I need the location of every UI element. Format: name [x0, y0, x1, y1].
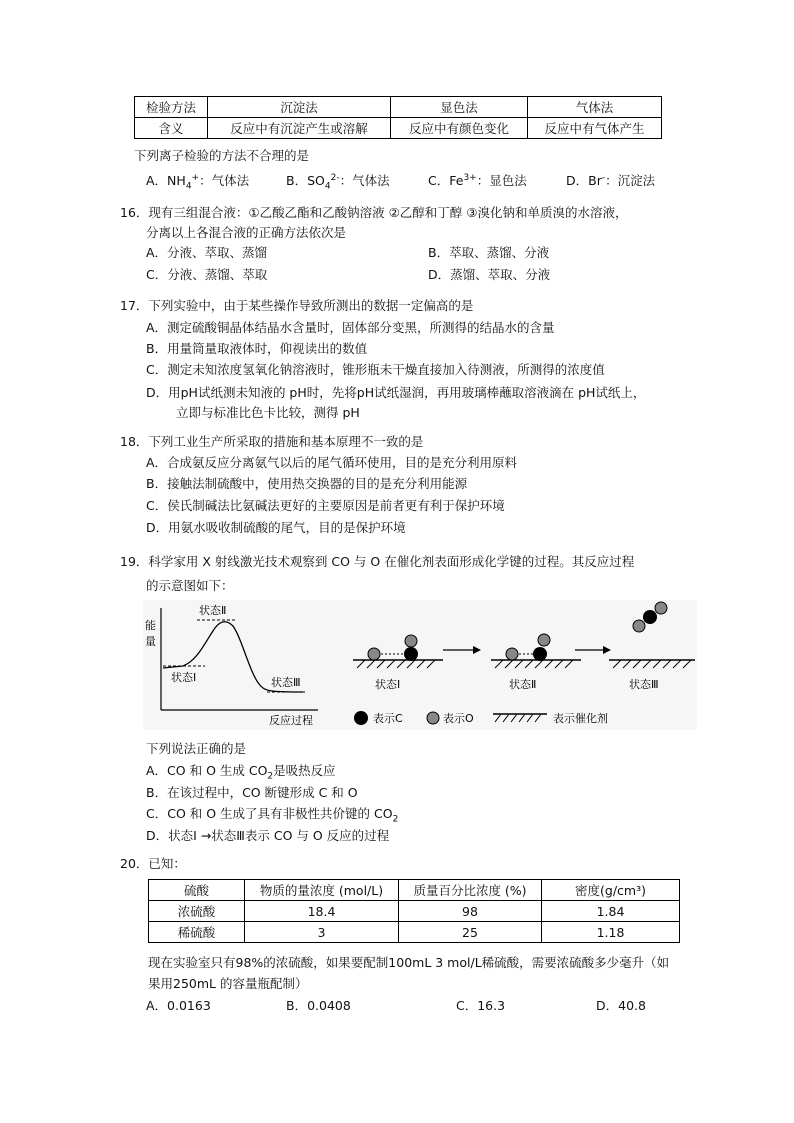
table-cell: 物质的量浓度 (mol/L)	[245, 880, 399, 901]
table-row	[149, 880, 680, 901]
q20-option-d: D．40.8	[596, 998, 646, 1013]
q19-prompt: 下列说法正确的是	[146, 741, 247, 756]
option-text: ：气体法	[339, 173, 390, 189]
q15-option-d	[566, 170, 655, 189]
q20-option-c: C．16.3	[456, 998, 506, 1013]
q18-option-d: D．用氨水吸收制硫酸的尾气，目的是保护环境	[146, 520, 406, 535]
q20-stem: 20．已知：	[120, 856, 186, 871]
table-cell: 浓硫酸	[149, 901, 245, 922]
subscript: 2	[267, 771, 274, 782]
q18-option-b: B．接触法制硫酸中，使用热交换器的目的是充分利用能源	[146, 476, 468, 491]
q20-body-cont: 果用250mL 的容量瓶配制）	[148, 976, 308, 991]
table-cell: 反应中有颜色变化	[391, 118, 528, 139]
table-cell: 98	[399, 901, 542, 922]
q16-option-c: C．分液、蒸馏、萃取	[146, 267, 268, 282]
oxygen-legend-icon	[427, 712, 439, 724]
q17-option-d-cont: 立即与标准比色卡比较，测得 pH	[176, 405, 360, 420]
q18-stem: 18．下列工业生产所采取的措施和基本原理不一致的是	[120, 434, 424, 449]
option-text: ：显色法	[476, 173, 527, 189]
table-cell: 3	[245, 922, 399, 943]
y-axis-label: 能	[145, 619, 156, 632]
table-cell: 检验方法	[135, 97, 208, 118]
table-cell: 沉淀法	[208, 97, 391, 118]
q17-option-a: A．测定硫酸铜晶体结晶水含量时，固体部分变黑，所测得的结晶水的含量	[146, 320, 555, 335]
q17-option-d: D．用pH试纸测未知液的 pH时，先将pH试纸湿润，再用玻璃棒蘸取溶液滴在 pH试纸上，	[146, 385, 646, 400]
table-cell: 稀硫酸	[149, 922, 245, 943]
q19-option-a	[146, 763, 336, 785]
q16-option-b: B．萃取、蒸馏、分液	[428, 245, 550, 260]
table-cell: 反应中有气体产生	[528, 118, 662, 139]
q20-option-a: A．0.0163	[146, 998, 211, 1013]
option-text: 是吸热反应	[273, 763, 336, 778]
legend-oxygen: 表示O	[443, 712, 474, 725]
subscript: 4	[185, 181, 192, 192]
subscript: 4	[324, 181, 331, 192]
x-axis-label: 反应过程	[269, 714, 313, 727]
q19-option-c	[146, 806, 398, 828]
table-cell: 含义	[135, 118, 208, 139]
q19-option-d: D．状态Ⅰ →状态Ⅲ表示 CO 与 O 反应的过程	[146, 828, 390, 843]
table-cell: 质量百分比浓度 (%)	[399, 880, 542, 901]
table-cell: 反应中有沉淀产生或溶解	[208, 118, 391, 139]
option-text: ：沉淀法	[605, 173, 656, 189]
option-text: ：气体法	[199, 173, 250, 189]
superscript: +	[191, 173, 200, 183]
state2-caption: 状态Ⅱ	[509, 678, 537, 691]
q16-stem-cont: 分离以上各混合液的正确方法依次是	[146, 225, 347, 240]
option-text: C．CO 和 O 生成了具有非极性共价键的 CO	[146, 806, 393, 821]
q16-stem: 16．现有三组混合液：①乙酸乙酯和乙酸钠溶液 ②乙醇和丁醇 ③溴化钠和单质溴的水溶液，	[120, 205, 628, 220]
state1-caption: 状态Ⅰ	[375, 678, 401, 691]
state3-label: 状态Ⅲ	[271, 676, 301, 689]
state3-caption: 状态Ⅲ	[629, 678, 659, 691]
q18-option-a: A．合成氨反应分离氨气以后的尾气循环使用，目的是充分利用原料	[146, 455, 518, 470]
carbon-legend-icon	[354, 711, 368, 725]
q19-stem-cont: 的示意图如下：	[146, 578, 234, 593]
table-cell: 硫酸	[149, 880, 245, 901]
legend-catalyst: 表示催化剂	[553, 712, 608, 725]
subscript: 2	[392, 814, 399, 825]
state1-label: 状态Ⅰ	[171, 671, 197, 684]
method-table	[134, 96, 662, 139]
q15-option-c	[428, 170, 527, 189]
option-text: B．SO	[286, 173, 325, 189]
y-axis-label: 量	[145, 635, 156, 648]
q19-option-b: B．在该过程中，CO 断键形成 C 和 O	[146, 785, 358, 800]
option-text: A．CO 和 O 生成 CO	[146, 763, 268, 778]
table-cell: 密度(g/cm³)	[542, 880, 680, 901]
q16-option-a: A．分液、萃取、蒸馏	[146, 245, 268, 260]
table-cell: 18.4	[245, 901, 399, 922]
legend-carbon: 表示C	[373, 712, 403, 725]
table-cell: 1.18	[542, 922, 680, 943]
option-text: A．NH	[146, 173, 186, 189]
table-cell: 25	[399, 922, 542, 943]
q17-option-c: C．测定未知浓度氢氧化钠溶液时，锥形瓶未干燥直接加入待测液，所测得的浓度值	[146, 362, 605, 377]
q16-option-d: D．蒸馏、萃取、分液	[428, 267, 551, 282]
option-text: C．Fe	[428, 173, 464, 189]
q17-stem: 17．下列实验中，由于某些操作导致所测出的数据一定偏高的是	[120, 298, 474, 313]
superscript: 2-	[330, 173, 340, 183]
q15-stem: 下列离子检验的方法不合理的是	[134, 148, 310, 163]
table-row	[135, 97, 662, 118]
table-row	[149, 901, 680, 922]
q20-body: 现在实验室只有98%的浓硫酸，如果要配制100mL 3 mol/L稀硫酸，需要浓硫酸多少毫升（如	[148, 955, 670, 970]
q15-option-b	[286, 170, 390, 195]
q18-option-c: C．侯氏制碱法比氨碱法更好的主要原因是前者更有利于保护环境	[146, 498, 505, 513]
table-row	[149, 922, 680, 943]
table-cell: 显色法	[391, 97, 528, 118]
superscript: 3+	[463, 173, 477, 183]
reaction-figure	[143, 600, 697, 730]
option-text: D．Br	[566, 173, 602, 189]
superscript: -	[601, 173, 606, 183]
table-cell: 气体法	[528, 97, 662, 118]
q20-option-b: B．0.0408	[286, 998, 351, 1013]
q19-stem: 19．科学家用 X 射线激光技术观察到 CO 与 O 在催化剂表面形成化学键的过程。其反应过程	[120, 554, 635, 569]
q17-option-b: B．用量筒量取液体时，仰视读出的数值	[146, 341, 368, 356]
q15-option-a	[146, 170, 249, 195]
state2-label: 状态Ⅱ	[199, 604, 227, 617]
sulfuric-acid-table	[148, 879, 680, 943]
table-cell: 1.84	[542, 901, 680, 922]
table-row	[135, 118, 662, 139]
